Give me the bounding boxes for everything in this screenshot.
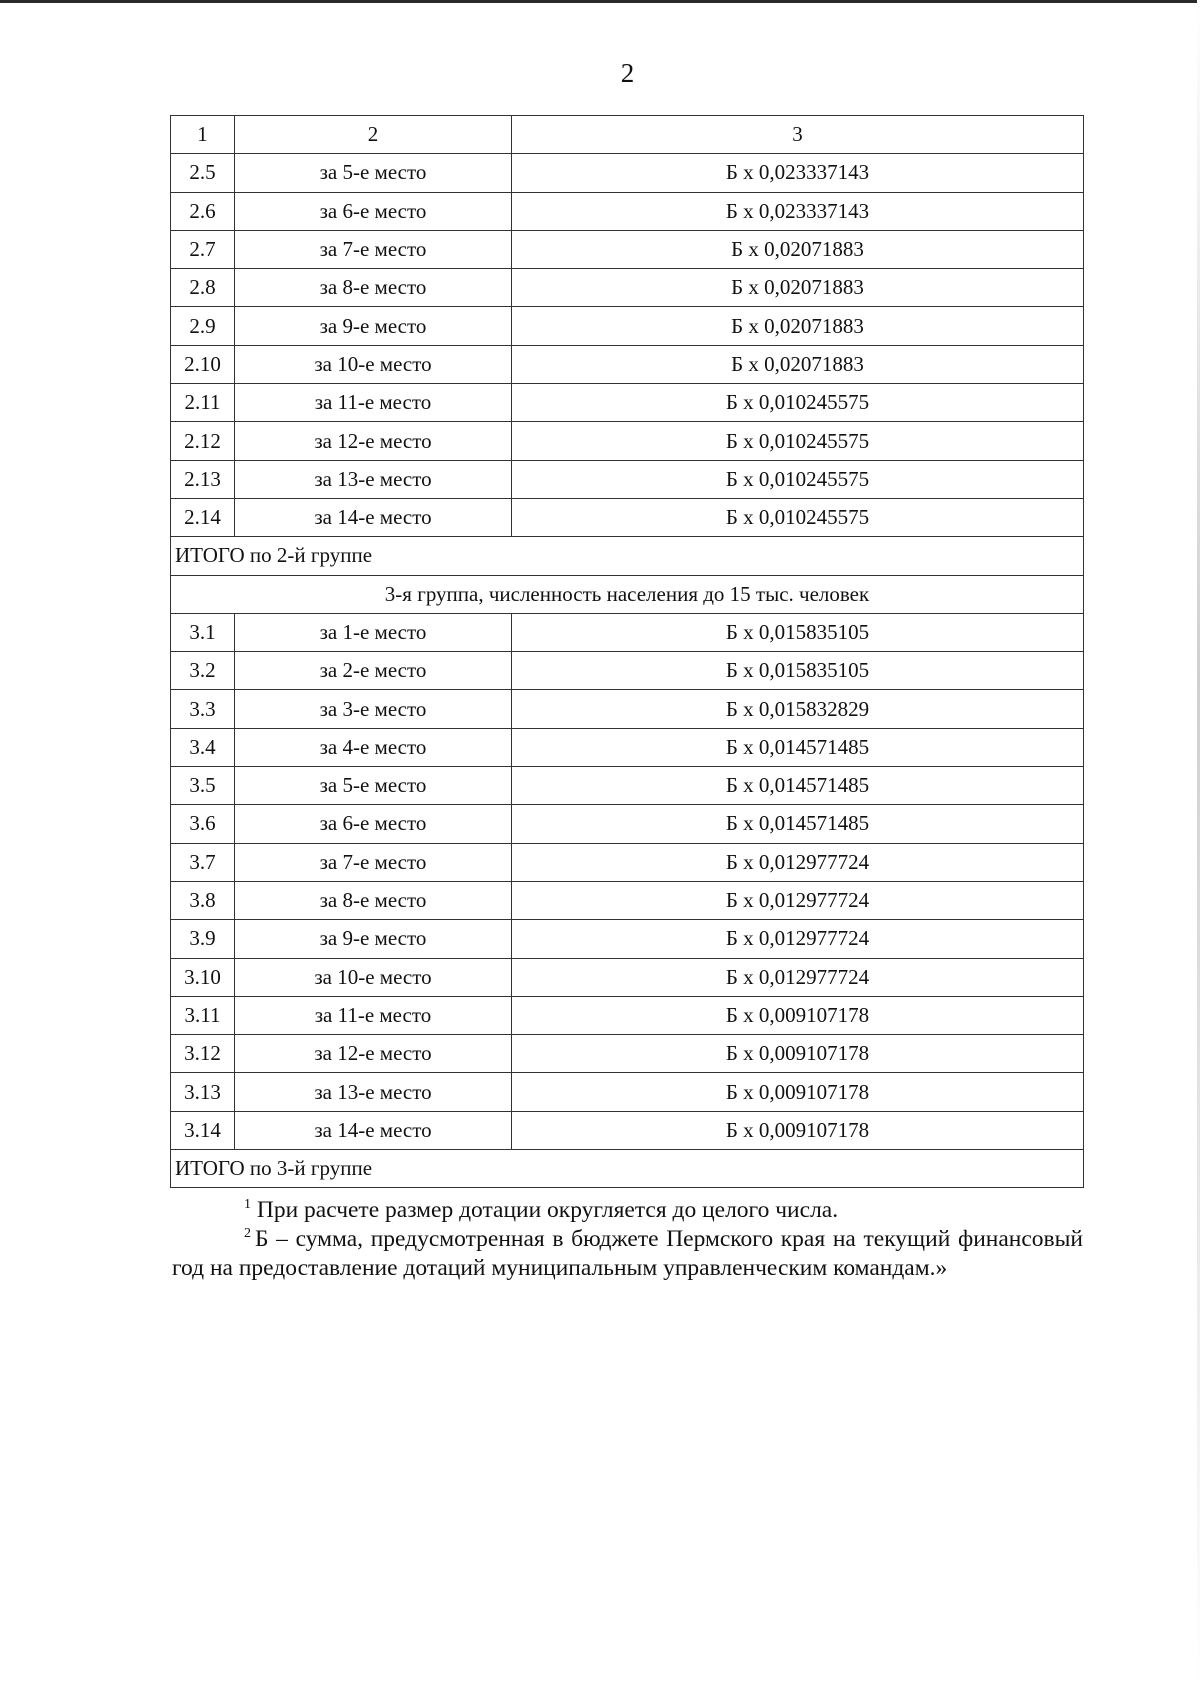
- table-row: [171, 230, 1084, 268]
- row-number: 2.6: [171, 192, 235, 230]
- row-place: за 11-е место: [235, 996, 512, 1034]
- table-row: [171, 269, 1084, 307]
- group-3-heading: 3-я группа, численность населения до 15 тыс. человек: [171, 575, 1084, 613]
- subsidy-table: [170, 115, 1084, 1188]
- row-number: 3.3: [171, 690, 235, 728]
- row-number: 2.13: [171, 460, 235, 498]
- row-place: за 12-е место: [235, 1035, 512, 1073]
- table-row: [171, 192, 1084, 230]
- row-formula: Б х 0,015835105: [512, 613, 1084, 651]
- header-col-3: 3: [512, 116, 1084, 154]
- footnote-1-text: При расчете размер дотации округляется до целого числа.: [256, 1197, 839, 1223]
- footnote-2-mark: 2: [244, 1226, 251, 1241]
- row-formula: Б х 0,015832829: [512, 690, 1084, 728]
- row-formula: Б х 0,012977724: [512, 881, 1084, 919]
- row-formula: Б х 0,009107178: [512, 996, 1084, 1034]
- footnote-1: [172, 1196, 1083, 1225]
- table-row: [171, 690, 1084, 728]
- row-number: 3.1: [171, 613, 235, 651]
- table-header-row: [171, 116, 1084, 154]
- row-place: за 12-е место: [235, 422, 512, 460]
- row-formula: Б х 0,012977724: [512, 843, 1084, 881]
- row-formula: Б х 0,014571485: [512, 805, 1084, 843]
- table-row: [171, 881, 1084, 919]
- row-formula: Б х 0,014571485: [512, 767, 1084, 805]
- row-formula: Б х 0,012977724: [512, 958, 1084, 996]
- table-row: [171, 843, 1084, 881]
- table-row: [171, 996, 1084, 1034]
- row-number: 3.6: [171, 805, 235, 843]
- row-formula: Б х 0,015835105: [512, 652, 1084, 690]
- group-3-total: ИТОГО по 3-й группе: [171, 1150, 1084, 1188]
- row-place: за 10-е место: [235, 345, 512, 383]
- row-number: 3.5: [171, 767, 235, 805]
- row-formula: Б х 0,023337143: [512, 192, 1084, 230]
- row-place: за 9-е место: [235, 307, 512, 345]
- header-col-1: 1: [171, 116, 235, 154]
- table-row: [171, 767, 1084, 805]
- row-place: за 9-е место: [235, 920, 512, 958]
- row-number: 3.9: [171, 920, 235, 958]
- row-place: за 4-е место: [235, 728, 512, 766]
- footnotes: [172, 1196, 1083, 1283]
- table-row: [171, 805, 1084, 843]
- group-3-total-row: [171, 1150, 1084, 1188]
- row-place: за 13-е место: [235, 460, 512, 498]
- group-3-heading-row: [171, 575, 1084, 613]
- row-place: за 14-е место: [235, 498, 512, 536]
- row-number: 2.12: [171, 422, 235, 460]
- page-number: 2: [620, 58, 635, 88]
- row-place: за 1-е место: [235, 613, 512, 651]
- row-number: 2.7: [171, 230, 235, 268]
- row-place: за 8-е место: [235, 269, 512, 307]
- scan-top-edge: [0, 0, 1200, 3]
- table-row: [171, 728, 1084, 766]
- row-formula: Б х 0,014571485: [512, 728, 1084, 766]
- header-col-2: 2: [235, 116, 512, 154]
- row-formula: Б х 0,012977724: [512, 920, 1084, 958]
- table-row: [171, 1035, 1084, 1073]
- row-formula: Б х 0,02071883: [512, 307, 1084, 345]
- row-formula: Б х 0,02071883: [512, 269, 1084, 307]
- row-place: за 11-е место: [235, 384, 512, 422]
- row-formula: Б х 0,010245575: [512, 422, 1084, 460]
- row-place: за 2-е место: [235, 652, 512, 690]
- table-row: [171, 384, 1084, 422]
- row-formula: Б х 0,010245575: [512, 384, 1084, 422]
- row-number: 2.8: [171, 269, 235, 307]
- row-place: за 6-е место: [235, 805, 512, 843]
- row-number: 3.11: [171, 996, 235, 1034]
- row-place: за 7-е место: [235, 230, 512, 268]
- row-number: 3.14: [171, 1111, 235, 1149]
- row-formula: Б х 0,010245575: [512, 498, 1084, 536]
- table-row: [171, 920, 1084, 958]
- row-place: за 8-е место: [235, 881, 512, 919]
- table-row: [171, 498, 1084, 536]
- row-number: 3.7: [171, 843, 235, 881]
- group-2-total-row: [171, 537, 1084, 575]
- table-row: [171, 307, 1084, 345]
- table-row: [171, 345, 1084, 383]
- row-number: 2.11: [171, 384, 235, 422]
- row-place: за 6-е место: [235, 192, 512, 230]
- row-number: 2.10: [171, 345, 235, 383]
- row-number: 2.5: [171, 154, 235, 192]
- row-formula: Б х 0,010245575: [512, 460, 1084, 498]
- row-number: 3.13: [171, 1073, 235, 1111]
- row-number: 3.12: [171, 1035, 235, 1073]
- row-formula: Б х 0,02071883: [512, 230, 1084, 268]
- row-formula: Б х 0,009107178: [512, 1073, 1084, 1111]
- row-place: за 5-е место: [235, 154, 512, 192]
- group-2-total: ИТОГО по 2-й группе: [171, 537, 1084, 575]
- table-row: [171, 154, 1084, 192]
- footnote-1-mark: 1: [244, 1197, 251, 1212]
- row-number: 2.14: [171, 498, 235, 536]
- row-place: за 7-е место: [235, 843, 512, 881]
- row-number: 3.8: [171, 881, 235, 919]
- row-place: за 13-е место: [235, 1073, 512, 1111]
- row-formula: Б х 0,023337143: [512, 154, 1084, 192]
- row-number: 2.9: [171, 307, 235, 345]
- table-row: [171, 1111, 1084, 1149]
- row-place: за 14-е место: [235, 1111, 512, 1149]
- row-number: 3.4: [171, 728, 235, 766]
- table-row: [171, 613, 1084, 651]
- row-place: за 3-е место: [235, 690, 512, 728]
- row-formula: Б х 0,009107178: [512, 1111, 1084, 1149]
- footnote-2-text: Б – сумма, предусмотренная в бюджете Пермского края на текущий финансовый год на предоставление дотаций муниципальным управленческим командам.»: [172, 1226, 1083, 1281]
- row-place: за 10-е место: [235, 958, 512, 996]
- row-number: 3.2: [171, 652, 235, 690]
- table-row: [171, 958, 1084, 996]
- table-row: [171, 1073, 1084, 1111]
- table-row: [171, 652, 1084, 690]
- row-number: 3.10: [171, 958, 235, 996]
- footnote-2: [172, 1225, 1083, 1283]
- row-place: за 5-е место: [235, 767, 512, 805]
- row-formula: Б х 0,02071883: [512, 345, 1084, 383]
- table-row: [171, 460, 1084, 498]
- table-row: [171, 422, 1084, 460]
- row-formula: Б х 0,009107178: [512, 1035, 1084, 1073]
